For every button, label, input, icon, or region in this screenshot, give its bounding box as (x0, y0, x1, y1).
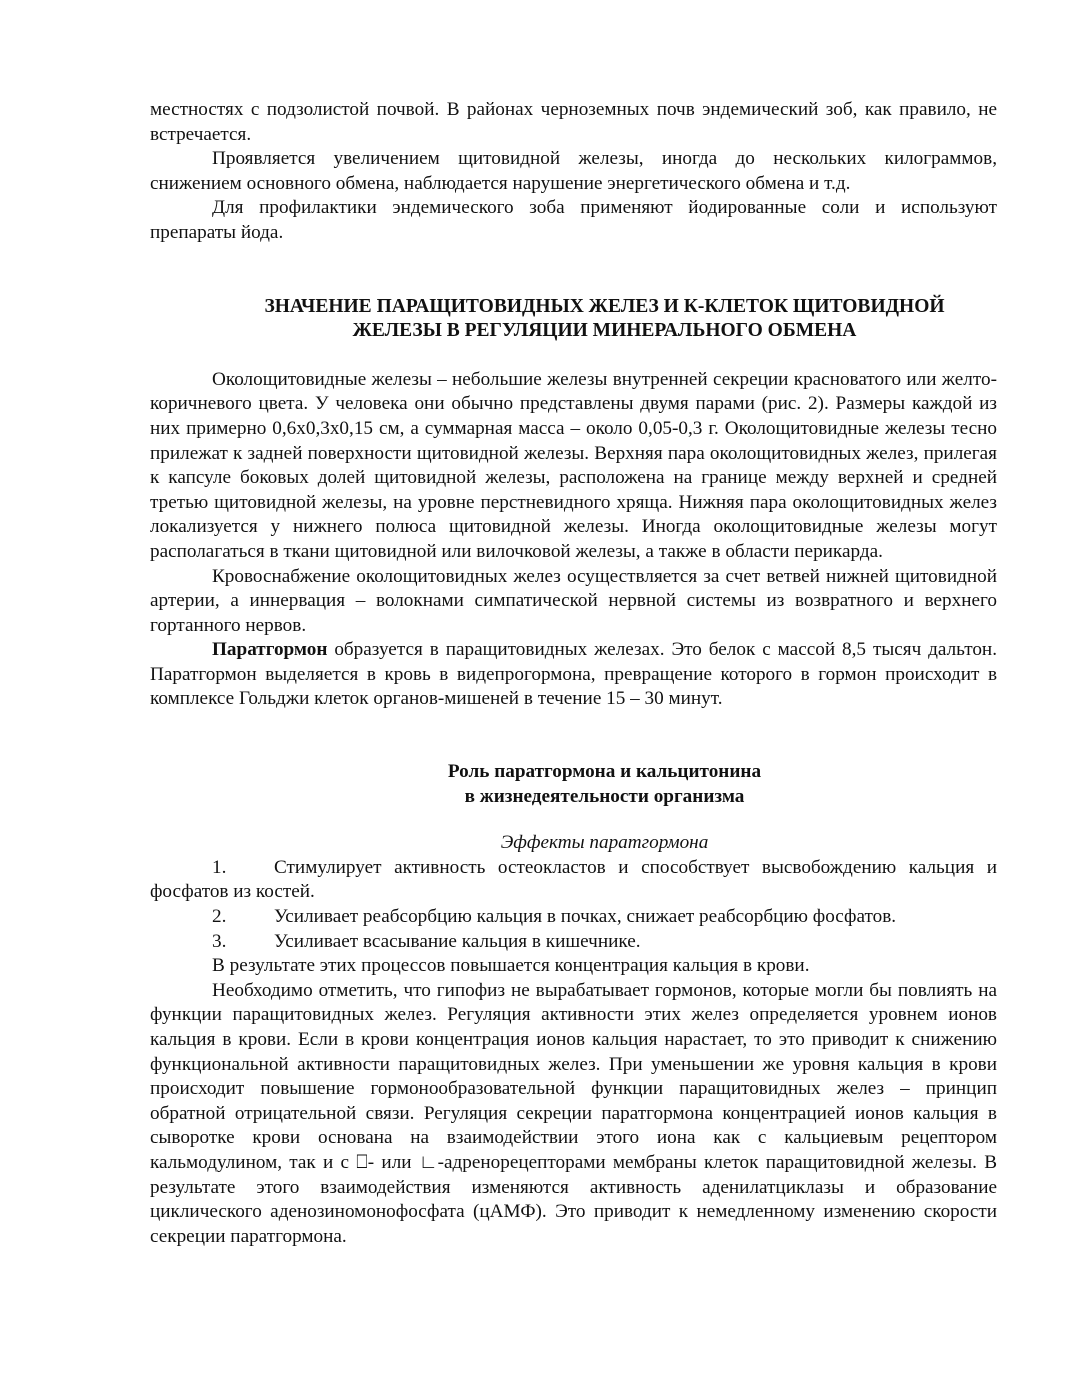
result-paragraph: В результате этих процессов повышается концентрация кальция в крови. (212, 955, 810, 977)
parathormone-term: Паратгормон (212, 639, 328, 661)
section-1-title-line-1: ЗНАЧЕНИЕ ПАРАЩИТОВИДНЫХ ЖЕЛЕЗ И К-КЛЕТОК ЩИТОВИДНОЙ (264, 295, 945, 317)
intro-paragraph-2: Проявляется увеличением щитовидной железы, иногда до нескольких килограммов, снижением основного обмена, наблюдается нарушение энергетического обмена и т.д. (150, 148, 997, 194)
list-item (150, 905, 997, 930)
section-2-subtitle: Эффекты паратгормона (500, 832, 709, 854)
section-1-paragraph-1: Околощитовидные железы – небольшие железы внутренней секреции красноватого или желто-коричневого цвета. У человека они обычно представлены двумя парами (рис. 2). Размеры каждой из них примерно 0,6х0,3х0,15 см, а суммарная масса – около 0,05-0,3 г. Околощитовидные железы тесно прилежат к задней поверхности щитовидной железы. Верхняя пара околощитовидных желез, прилегая к капсуле боковых долей щитовидной железы, расположена на границе между верхней и средней третью щитовидной железы, на уровне перстневидного хряща. Нижняя пара околощитовидных желез локализуется у нижнего полюса щитовидной железы. Иногда околощитовидные железы могут располагаться в ткани щитовидной или вилочковой железы, а также в области перикарда. (150, 368, 997, 562)
document-page (150, 98, 997, 1249)
list-item-text: Стимулирует активность остеокластов и способствует высвобождению кальция и фосфатов из костей. (150, 856, 997, 903)
list-item (150, 930, 997, 955)
intro-paragraph-1: местностях с подзолистой почвой. В районах черноземных почв эндемический зоб, как правило, не встречается. (150, 99, 997, 145)
section-1-paragraph-2: Кровоснабжение околощитовидных желез осуществляется за счет ветвей нижней щитовидной артерии, а иннервация – волокнами симпатической нервной системы из возвратного и верхнего гортанного нервов. (150, 565, 997, 636)
section-2-title-line-2: в жизнедеятельности организма (464, 785, 745, 807)
section-2-title (212, 760, 997, 809)
regulation-paragraph: Необходимо отметить, что гипофиз не вырабатывает гормонов, которые могли бы повлиять на функции паращитовидных желез. Регуляция активности этих желез определяется уровнем ионов кальция в крови. Если в крови концентрация ионов кальция нарастает, то это приводит к снижению функциональной активности паращитовидных желез. При уменьшении же уровня кальция в крови происходит повышение гормонообразовательной функции паращитовидных желез – принцип обратной отрицательной связи. Регуляция секреции паратгормона концентрацией ионов кальция в сыворотке крови основана на взаимодействии этого иона как с кальциевым рецептором кальмодулином, так и с ⎕- или ∟-адренорецепторами мембраны клеток паращитовидной железы. В результате этого взаимодействия изменяются активность аденилатциклазы и образование циклического аденозиномонофосфата (цАМФ). Это приводит к немедленному изменению скорости секреции паратгормона. (150, 979, 997, 1247)
section-2-title-line-1: Роль паратгормона и кальцитонина (447, 761, 762, 783)
intro-paragraph-3: Для профилактики эндемического зоба применяют йодированные соли и используют препараты йода. (150, 197, 997, 243)
section-1-title-line-2: ЖЕЛЕЗЫ В РЕГУЛЯЦИИ МИНЕРАЛЬНОГО ОБМЕНА (352, 320, 857, 342)
list-item-number: 2. (212, 906, 227, 928)
list-item-number: 1. (212, 856, 227, 878)
section-1-paragraph-3 (150, 638, 997, 712)
list-item-text: Усиливает реабсорбцию кальция в почках, снижает реабсорбцию фосфатов. (274, 906, 897, 928)
list-item-text: Усиливает всасывание кальция в кишечнике. (274, 930, 641, 952)
list-item (150, 856, 997, 905)
list-item-number: 3. (212, 930, 227, 952)
section-1-paragraph-3-text: образуется в паращитовидных железах. Это белок с массой 8,5 тысяч дальтон. Паратгормон выделяется в кровь в видепрогормона, превращение которого в гормон происходит в комплексе Гольджи клеток органов-мишеней в течение 15 – 30 минут. (150, 639, 997, 710)
section-1-title (212, 295, 997, 344)
